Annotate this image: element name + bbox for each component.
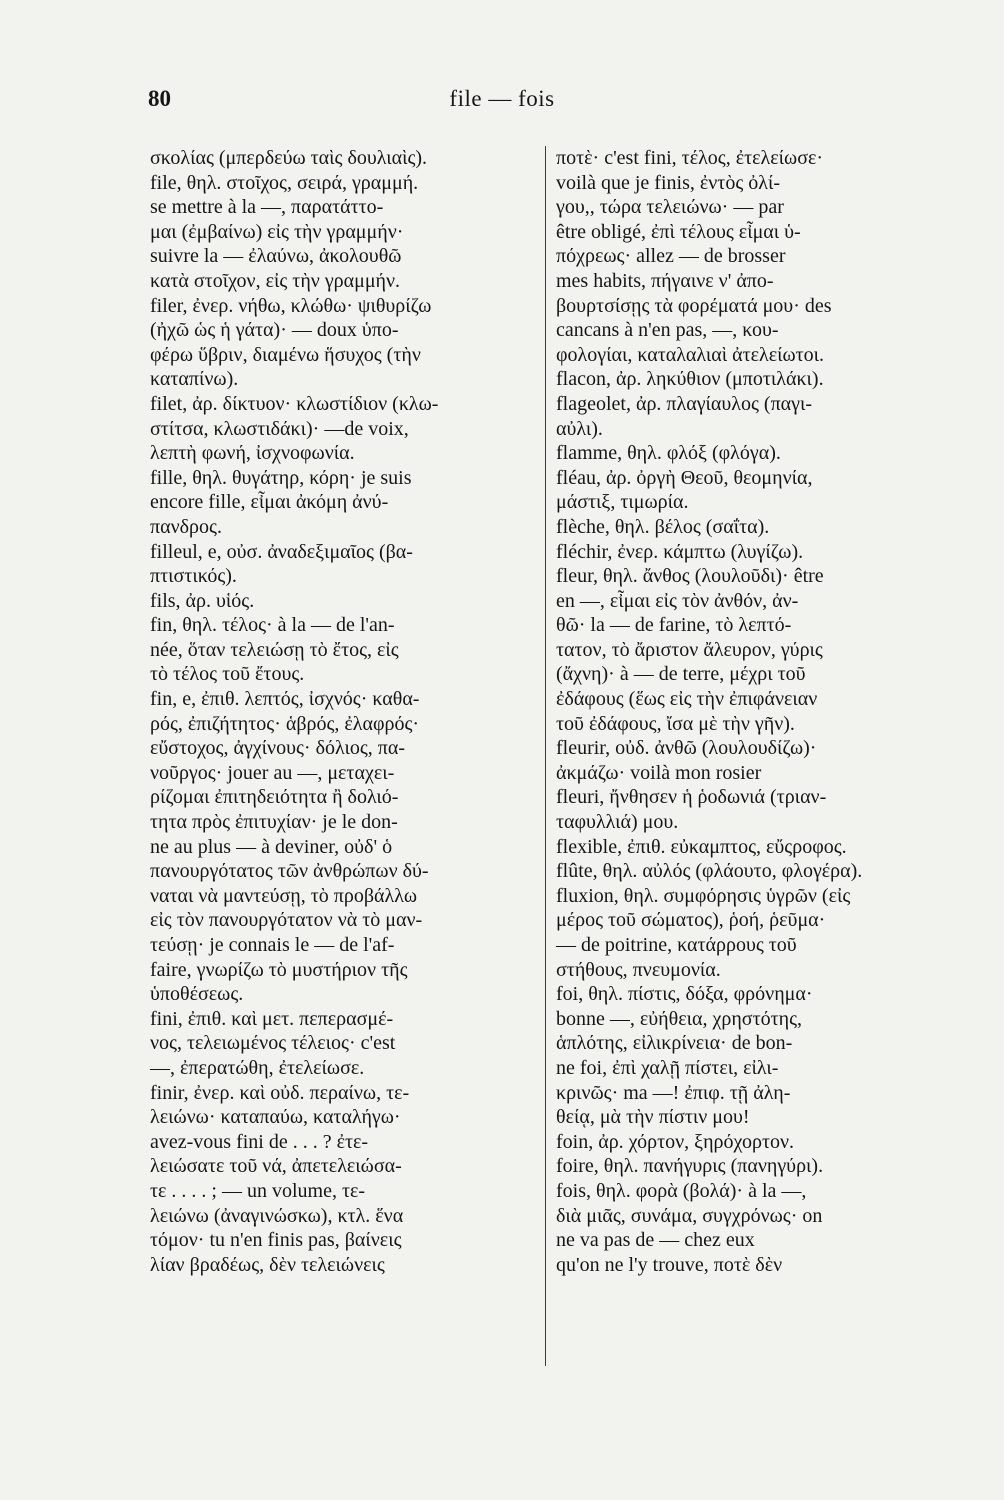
dictionary-line: bonne —, εὐήθεια, χρηστότης,: [556, 1007, 803, 1030]
dictionary-line: ἀκμάζω· voilà mon rosier: [556, 761, 762, 784]
dictionary-line: avez-vous fini de . . . ? ἐτε-: [150, 1130, 369, 1153]
dictionary-line: καταπίνω).: [150, 368, 239, 391]
dictionary-line: filer, ἐνερ. νήθω, κλώθω· ψιθυρίζω: [150, 294, 432, 317]
dictionary-line: filleul, e, οὐσ. ἀναδεξιμαῖος (βα-: [150, 540, 413, 563]
dictionary-line: πανουργότατος τῶν ἀνθρώπων δύ-: [150, 860, 429, 883]
dictionary-line: flamme, θηλ. φλόξ (φλόγα).: [556, 442, 781, 465]
dictionary-line: flèche, θηλ. βέλος (σαΐτα).: [556, 515, 770, 538]
dictionary-line: —, ἐπερατώθη, ἐτελείωσε.: [150, 1056, 365, 1079]
dictionary-line: se mettre à la —, παρατάττο-: [150, 196, 384, 219]
dictionary-line: ὑποθέσεως.: [150, 983, 244, 1006]
dictionary-line: μαι (ἐμβαίνω) εἰς τὴν γραμμήν·: [150, 220, 404, 243]
dictionary-line: λειώσατε τοῦ νά, ἀπετελειώσα-: [150, 1155, 402, 1178]
dictionary-line: encore fille, εἶμαι ἀκόμη ἀνύ-: [150, 491, 389, 514]
dictionary-line: ne au plus — à deviner, οὐδ' ὁ: [150, 835, 393, 858]
dictionary-line: fils, ἀρ. υἱός.: [150, 589, 255, 612]
dictionary-line: λεπτὴ φωνή, ἰσχνοφωνία.: [150, 442, 355, 465]
dictionary-line: λίαν βραδέως, δὲν τελειώνεις: [150, 1253, 385, 1276]
dictionary-line: νος, τελειωμένος τέλειος· c'est: [150, 1032, 396, 1055]
dictionary-line: voilà que je finis, ἐντὸς ὀλί-: [556, 171, 780, 194]
dictionary-line: foi, θηλ. πίστις, δόξα, φρόνημα·: [556, 983, 813, 1006]
dictionary-line: faire, γνωρίζω τὸ μυστήριον τῆς: [150, 958, 408, 981]
dictionary-line: φέρω ὕβριν, διαμένω ἥσυχος (τὴν: [150, 343, 421, 366]
dictionary-line: filet, ἀρ. δίκτυον· κλωστίδιον (κλω-: [150, 392, 439, 415]
dictionary-line: τοῦ ἐδάφους, ἴσα μὲ τὴν γῆν).: [556, 712, 795, 735]
dictionary-line: flexible, ἐπιθ. εὐκαμπτος, εὔςροφος.: [556, 835, 847, 858]
dictionary-line: flacon, ἀρ. ληκύθιον (μποτιλάκι).: [556, 368, 824, 391]
dictionary-line: τε . . . . ; — un volume, τε-: [150, 1179, 366, 1202]
dictionary-line: cancans à n'en pas, —, κου-: [556, 319, 779, 342]
dictionary-line: φολογίαι, καταλαλιαὶ ἀτελείωτοι.: [556, 343, 825, 366]
dictionary-line: αὐλι).: [556, 417, 603, 440]
dictionary-line: τόμον· tu n'en finis pas, βαίνεις: [150, 1229, 402, 1252]
dictionary-line: πτιστικός).: [150, 565, 237, 588]
dictionary-line: νοῦργος· jouer au —, μεταχει-: [150, 761, 395, 784]
dictionary-line: flûte, θηλ. αὐλός (φλάουτο, φλογέρα).: [556, 860, 863, 883]
dictionary-line: σκολίας (μπερδεύω ταὶς δουλιαὶς).: [150, 147, 428, 169]
dictionary-line: fin, e, ἐπιθ. λεπτός, ἰσχνός· καθα-: [150, 688, 420, 711]
dictionary-line: λειώνω (ἀναγινώσκω), κτλ. ἕνα: [150, 1204, 404, 1227]
dictionary-line: fléau, ἀρ. ὀργὴ Θεοῦ, θεομηνία,: [556, 466, 813, 489]
dictionary-line: — de poitrine, κατάρρους τοῦ: [556, 934, 797, 956]
dictionary-line: fleur, θηλ. ἄνθος (λουλοῦδι)· être: [556, 565, 824, 588]
dictionary-line: ἁπλότης, εἰλικρίνεια· de bon-: [556, 1032, 793, 1055]
dictionary-line: πανδρος.: [150, 515, 222, 538]
dictionary-line: ἐδάφους (ἕως εἰς τὴν ἐπιφάνειαν: [556, 688, 818, 711]
dictionary-line: (ἄχνη)· à — de terre, μέχρι τοῦ: [556, 663, 806, 686]
page-number: 80: [148, 86, 171, 111]
dictionary-line: ποτὲ· c'est fini, τέλος, ἐτελείωσε·: [556, 147, 824, 169]
dictionary-line: née, ὅταν τελειώσῃ τὸ ἔτος, εἰς: [150, 638, 399, 661]
dictionary-line: ρίζομαι ἐπιτηδειότητα ἢ δολιό-: [150, 786, 399, 809]
dictionary-line: θῶ· la — de farine, τὸ λεπτό-: [556, 614, 792, 637]
column-divider: [545, 146, 546, 1366]
dictionary-line: τατον, τὸ ἄριστον ἄλευρον, γύρις: [556, 638, 823, 661]
dictionary-line: τὸ τέλος τοῦ ἔτους.: [150, 663, 305, 686]
dictionary-line: εὔστοχος, ἀγχίνους· δόλιος, πα-: [150, 737, 405, 760]
dictionary-line: qu'on ne l'y trouve, ποτὲ δὲν: [556, 1253, 783, 1276]
dictionary-line: (ἠχῶ ὡς ἡ γάτα)· — doux ὑπο-: [150, 319, 399, 342]
dictionary-line: στίτσα, κλωστιδάκι)· —de voix,: [150, 417, 409, 440]
dictionary-line: βουρτσίσῃς τὰ φορέματά μου· des: [556, 294, 832, 317]
dictionary-line: θείᾳ, μὰ τὴν πίστιν μου!: [556, 1106, 750, 1129]
dictionary-line: foin, ἀρ. χόρτον, ξηρόχορτον.: [556, 1130, 795, 1153]
dictionary-line: flageolet, ἀρ. πλαγίαυλος (παγι-: [556, 392, 813, 415]
dictionary-line: ρός, ἐπιζήτητος· ἁβρός, ἐλαφρός·: [150, 712, 420, 735]
right-column: [556, 146, 908, 1277]
dictionary-line: κρινῶς· ma —! ἐπιφ. τῇ ἀλη-: [556, 1081, 791, 1104]
dictionary-line: γου,, τώρα τελειώνω· — par: [556, 196, 784, 219]
dictionary-line: file, θηλ. στοῖχος, σειρά, γραμμή.: [150, 171, 419, 194]
dictionary-line: ne foi, ἐπὶ χαλῇ πίστει, εἰλι-: [556, 1056, 779, 1079]
dictionary-line: κατὰ στοῖχον, εἰς τὴν γραμμήν.: [150, 269, 401, 292]
dictionary-line: ne va pas de — chez eux: [556, 1229, 755, 1252]
dictionary-line: πόχρεως· allez — de brosser: [556, 245, 786, 268]
dictionary-line: στήθους, πνευμονία.: [556, 958, 721, 981]
dictionary-line: être obligé, ἐπὶ τέλους εἶμαι ὑ-: [556, 220, 801, 243]
dictionary-line: fini, ἐπιθ. καὶ μετ. πεπερασμέ-: [150, 1007, 394, 1030]
dictionary-line: en —, εἶμαι εἰς τὸν ἀνθόν, ἀν-: [556, 589, 799, 612]
dictionary-line: fluxion, θηλ. συμφόρησις ὑγρῶν (εἰς: [556, 884, 851, 907]
dictionary-line: μάστιξ, τιμωρία.: [556, 491, 689, 514]
page-header: [0, 86, 1004, 120]
dictionary-line: λειώνω· καταπαύω, καταλήγω·: [150, 1106, 401, 1129]
dictionary-line: fleuri, ἤνθησεν ἡ ῥοδωνιά (τριαν-: [556, 786, 827, 809]
dictionary-line: suivre la — ἐλαύνω, ἀκολουθῶ: [150, 245, 402, 268]
dictionary-line: διὰ μιᾶς, συνάμα, συγχρόνως· on: [556, 1204, 823, 1227]
left-column: [150, 146, 535, 1277]
dictionary-line: ναται νὰ μαντεύσῃ, τὸ προβάλλω: [150, 884, 418, 907]
dictionary-line: μέρος τοῦ σώματος), ῥοή, ῥεῦμα·: [556, 909, 826, 932]
dictionary-line: τεύσῃ· je connais le — de l'af-: [150, 934, 395, 956]
dictionary-line: fin, θηλ. τέλος· à la — de l'an-: [150, 614, 395, 637]
dictionary-line: mes habits, πήγαινε ν' ἀπο-: [556, 269, 774, 292]
dictionary-line: foire, θηλ. πανήγυρις (πανηγύρι).: [556, 1155, 824, 1178]
dictionary-line: fois, θηλ. φορὰ (βολά)· à la —,: [556, 1179, 807, 1202]
dictionary-line: ταφυλλιά) μου.: [556, 811, 679, 834]
dictionary-line: εἰς τὸν πανουργότατον νὰ τὸ μαν-: [150, 909, 423, 932]
dictionary-line: fille, θηλ. θυγάτηρ, κόρη· je suis: [150, 466, 412, 489]
running-head: file — fois: [449, 86, 555, 111]
dictionary-line: τητα πρὸς ἐπιτυχίαν· je le don-: [150, 811, 398, 834]
dictionary-line: finir, ἐνερ. καὶ οὐδ. περαίνω, τε-: [150, 1081, 410, 1104]
dictionary-line: fléchir, ἐνερ. κάμπτω (λυγίζω).: [556, 540, 804, 563]
dictionary-line: fleurir, οὐδ. ἀνθῶ (λουλουδίζω)·: [556, 737, 817, 760]
